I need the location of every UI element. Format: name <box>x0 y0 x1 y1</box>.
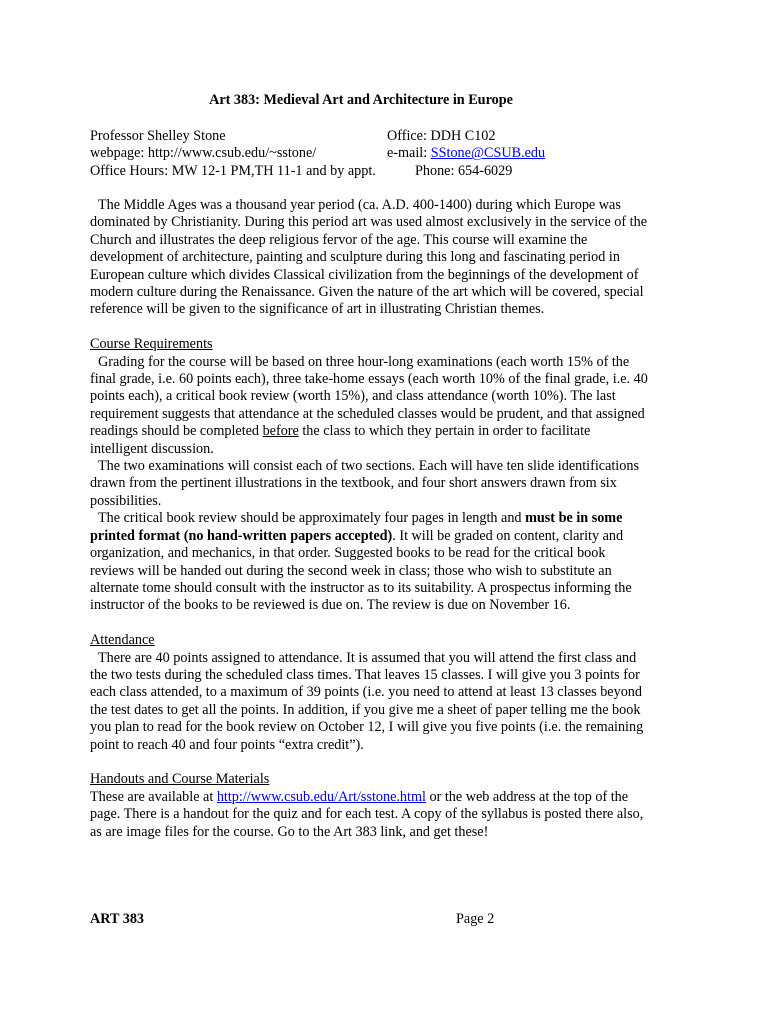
attendance-paragraph: There are 40 points assigned to attendance. It is assumed that you will attend the first class and the two tests during the scheduled class times. That leaves 15 classes. I will give you 3 points for each class attended, to a maximum of 39 points (i.e. you need to attend at least 13 classes beyond the test dates to get all the points. In addition, if you give me a sheet of paper telling me the book you plan to read for the book review on October 12, I will give you five points (i.e. the remaining point to reach 40 and four points “extra credit”). <box>90 649 644 753</box>
info-row-web <box>90 145 690 162</box>
handouts-heading: Handouts and Course Materials <box>90 771 270 788</box>
syllabus-body <box>90 197 650 841</box>
before-emphasis: before <box>262 423 299 440</box>
page-footer <box>90 911 650 929</box>
webpage-text: webpage: http://www.csub.edu/~sstone/ <box>90 145 317 162</box>
printed-format-emphasis: must be in some printed format (no hand-written papers accepted) <box>90 510 623 544</box>
professor-name: Professor Shelley Stone <box>90 128 226 144</box>
email-label: e-mail: <box>387 145 431 162</box>
office-location: Office: DDH C102 <box>387 128 496 144</box>
review-text: The critical book review should be approximately four pages in length and <box>98 510 526 527</box>
info-row-hours <box>90 163 690 180</box>
page-number: Page 2 <box>456 911 495 927</box>
course-site-link[interactable]: http://www.csub.edu/Art/sstone.html <box>216 788 426 805</box>
footer-course: ART 383 <box>90 911 145 927</box>
review-text-end: . It will be graded on content, clarity and organization, and mechanics, in that order. Suggested books to be read for the critical book reviews will be handed out during the second week in class; those who wish to substitute an alternate tome should consult with the instructor as to its suitability. A prospectus informing the instructor of the books to be reviewed is due on. The review is due on November 16. <box>90 527 632 614</box>
info-row-professor <box>90 128 690 145</box>
requirements-paragraph-1 <box>90 354 650 458</box>
email-block <box>387 145 545 162</box>
handouts-paragraph <box>90 789 650 841</box>
office-hours: Office Hours: MW 12-1 PM,TH 11-1 and by appt. <box>90 162 376 179</box>
phone-number: Phone: 654-6029 <box>415 162 513 179</box>
email-link[interactable]: SStone@CSUB.edu <box>430 145 546 162</box>
requirements-text-end: the class to which they pertain in order to facilitate intelligent discussion. <box>90 423 591 457</box>
requirements-heading: Course Requirements <box>90 336 213 353</box>
requirements-paragraph-3 <box>90 510 650 614</box>
course-title: Art 383: Medieval Art and Architecture in Europe <box>209 92 513 108</box>
handouts-text-end: or the web address at the top of the page. There is a handout for the quiz and for each test. A copy of the syllabus is posted there also, as are image files for the course. Go to the Art 383 link, and get these! <box>90 788 644 840</box>
intro-paragraph: The Middle Ages was a thousand year period (ca. A.D. 400-1400) during which Europe was dominated by Christianity. During this period art was used almost exclusively in the service of the Church and illustrates the deep religious fervor of the age. This course will examine the development of architecture, painting and sculpture during this long and fascinating period in European culture which divides Classical civilization from the beginnings of the development of modern culture during the Renaissance. Given the nature of the art which will be covered, special reference will be given to the significance of art in illustrating Christian themes. <box>90 197 648 318</box>
handouts-text: These are available at <box>90 788 217 805</box>
instructor-info <box>90 128 690 180</box>
requirements-paragraph-2: The two examinations will consist each of two sections. Each will have ten slide identifications drawn from the pertinent illustrations in the textbook, and four short answers drawn from six possibilities. <box>90 458 639 509</box>
requirements-text: Grading for the course will be based on three hour-long examinations (each worth 15% of the final grade, i.e. 60 points each), three take-home essays (each worth 10% of the final grade, i.e. 40 points each), a critical book review (worth 15%), and class attendance (worth 10%). The last requirement suggests that attendance at the scheduled classes would be prudent, and that assigned readings should be completed <box>90 353 648 440</box>
attendance-heading: Attendance <box>90 632 155 649</box>
